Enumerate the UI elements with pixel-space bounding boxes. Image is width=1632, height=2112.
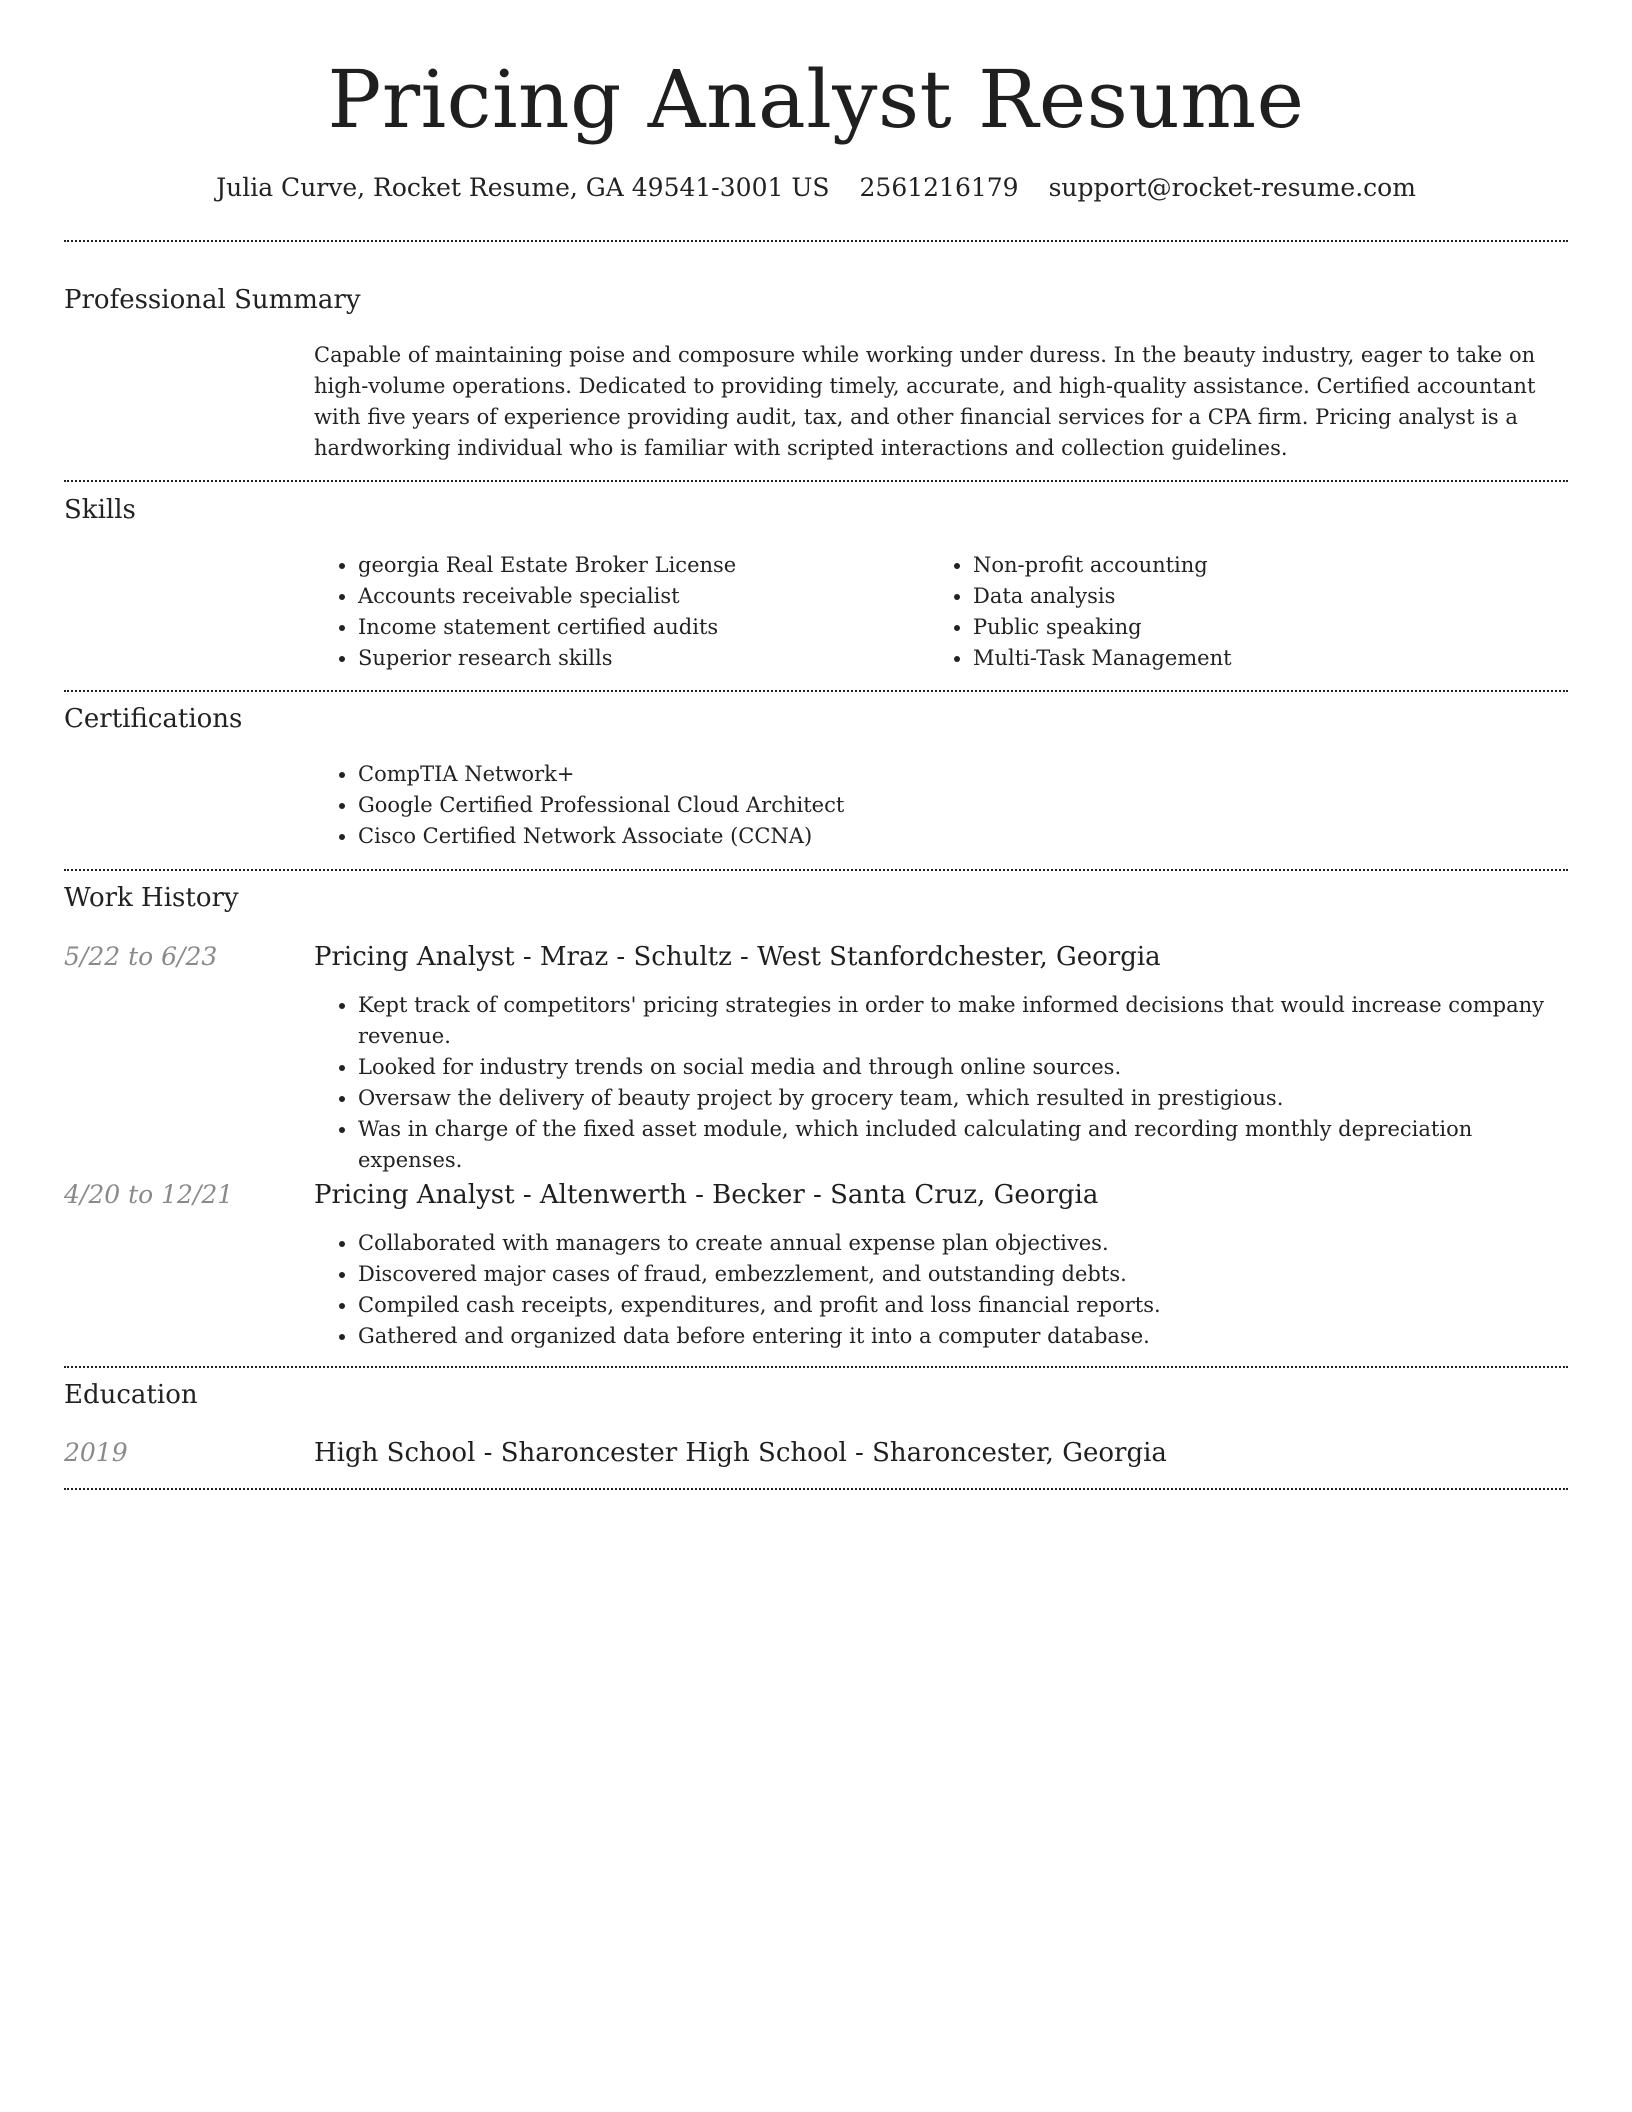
divider xyxy=(64,1366,1568,1368)
skill-item: • Superior research skills xyxy=(358,643,918,674)
skill-item: • Income statement certified audits xyxy=(358,612,918,643)
skill-item: • Public speaking xyxy=(973,612,1533,643)
job-bullet: • Kept track of competitors' pricing strategies in order to make informed decisions that would increase company revenue. xyxy=(358,990,1582,1052)
divider xyxy=(64,1488,1568,1490)
work-heading: Work History xyxy=(64,883,239,913)
skill-item: • Data analysis xyxy=(973,581,1533,612)
job-bullet: • Gathered and organized data before entering it into a computer database. xyxy=(358,1321,1582,1352)
contact-phone: 2561216179 xyxy=(859,173,1019,202)
job-dates: 4/20 to 12/21 xyxy=(64,1180,234,1209)
job-bullet: • Discovered major cases of fraud, embezzlement, and outstanding debts. xyxy=(358,1259,1582,1290)
skills-heading: Skills xyxy=(64,495,136,525)
skill-item: • Accounts receivable specialist xyxy=(358,581,918,612)
education-year: 2019 xyxy=(64,1438,128,1467)
skill-item: • Multi-Task Management xyxy=(973,643,1533,674)
job-bullets xyxy=(314,990,1582,1176)
job-title: Pricing Analyst - Altenwerth - Becker - Santa Cruz, Georgia xyxy=(314,1180,1099,1210)
job-title: Pricing Analyst - Mraz - Schultz - West Stanfordchester, Georgia xyxy=(314,942,1161,972)
contact-line xyxy=(0,170,1632,206)
skills-list-right xyxy=(929,550,1533,674)
skill-item: • Non-profit accounting xyxy=(973,550,1533,581)
education-title: High School - Sharoncester High School - Sharoncester, Georgia xyxy=(314,1438,1167,1468)
skills-list-left xyxy=(314,550,918,674)
certification-item: • Cisco Certified Network Associate (CCNA) xyxy=(358,821,1538,852)
education-heading: Education xyxy=(64,1380,198,1410)
divider xyxy=(64,480,1568,482)
divider xyxy=(64,240,1568,242)
certifications-heading: Certifications xyxy=(64,704,243,734)
certification-item: • Google Certified Professional Cloud Architect xyxy=(358,790,1538,821)
job-dates: 5/22 to 6/23 xyxy=(64,942,218,971)
contact-address: Julia Curve, Rocket Resume, GA 49541-3001 US xyxy=(216,173,830,202)
summary-heading: Professional Summary xyxy=(64,285,361,315)
divider xyxy=(64,690,1568,692)
job-bullets xyxy=(314,1228,1582,1352)
job-bullet: • Was in charge of the fixed asset module, which included calculating and recording monthly depreciation expenses. xyxy=(358,1114,1582,1176)
divider xyxy=(64,869,1568,871)
certifications-list xyxy=(314,759,1538,852)
resume-title: Pricing Analyst Resume xyxy=(327,53,1305,146)
job-bullet: • Collaborated with managers to create annual expense plan objectives. xyxy=(358,1228,1582,1259)
contact-email[interactable]: support@rocket-resume.com xyxy=(1048,173,1416,202)
job-bullet: • Oversaw the delivery of beauty project by grocery team, which resulted in prestigious. xyxy=(358,1083,1582,1114)
skill-item: • georgia Real Estate Broker License xyxy=(358,550,918,581)
summary-text: Capable of maintaining poise and composure while working under duress. In the beauty industry, eager to take on high-volume operations. Dedicated to providing timely, accurate, and high-quality assistance. Certified accountant with five years of experience providing audit, tax, and other financial services for a CPA firm. Pricing analyst is a hardworking individual who is familiar with scripted interactions and collection guidelines. xyxy=(314,343,1536,460)
certification-item: • CompTIA Network+ xyxy=(358,759,1538,790)
job-bullet: • Looked for industry trends on social media and through online sources. xyxy=(358,1052,1582,1083)
job-bullet: • Compiled cash receipts, expenditures, and profit and loss financial reports. xyxy=(358,1290,1582,1321)
